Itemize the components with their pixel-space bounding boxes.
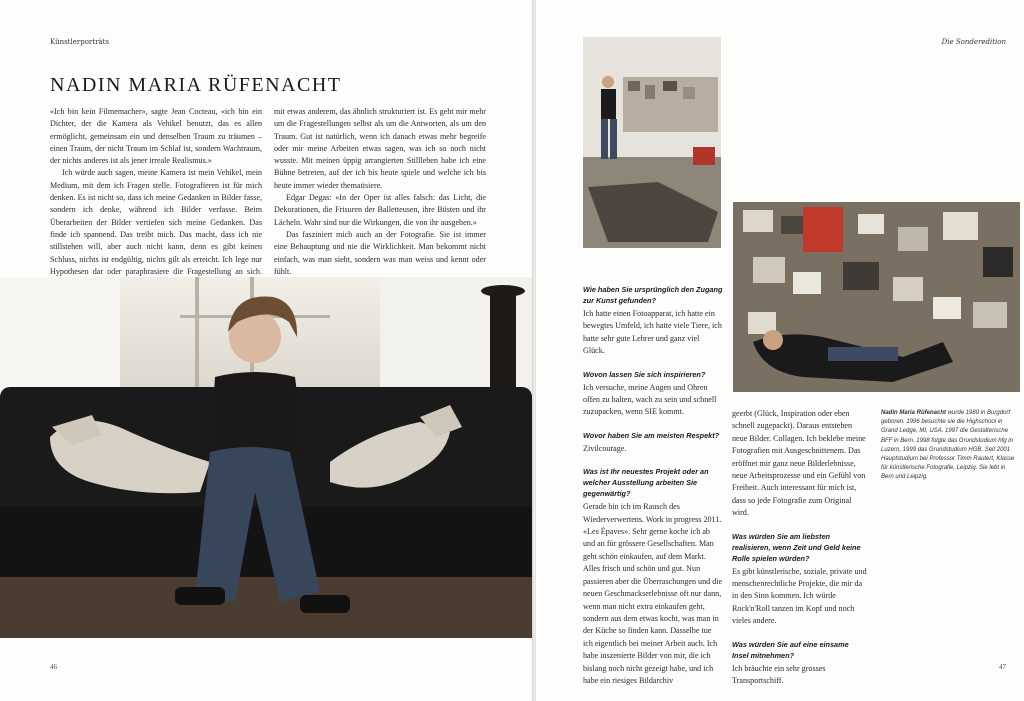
paragraph: Ich würde auch sagen, meine Kamera ist mein Vehikel, mein Medium, mit dem ich Fragen stelle. Fotografieren ist für mich denken. Es ist nicht so, dass ich meine Gedanken in Bilder fasse, sondern ich denke, während ich Bilder verfasse. Beim Überarbeiten der Bilder vertiefen sich meine Gedanken. Das finde ich spannend. Das treibt mich. Das macht, dass ich nie stillstehen will, aber auch nicht kann, denn es gibt keinen Schluss, nichts ist endgültig, nichts gilt als erreicht. Ich lege nur Hypothesen dar oder paraphrasiere die Fragestellung an sich.	[50, 168, 262, 276]
paragraph: Das fasziniert mich auch an der Fotografie. Sie ist immer eine Behauptung und nie die Wirklichkeit. Man bekommt nicht einfach, was man sieht, sondern was man weiss und kennt oder fühlt.	[274, 229, 486, 276]
portrait-photo-image	[0, 277, 532, 638]
artist-bio-caption	[881, 409, 1019, 483]
answer: Ich versuche, meine Augen und Ohren offen zu halten, wach zu sein und schnell zuzupacken, wenn SIE kommt.	[583, 382, 717, 417]
studio-photo	[583, 37, 721, 248]
body-column-2	[274, 106, 486, 278]
paragraph: Edgar Degas: «In der Oper ist alles falsch: das Licht, die Dekorationen, die Frisuren der Balletteusen, ihre Büsten und ihr Lächeln. Wahr sind nur die Wirkungen, die von ihr ausgehen.»	[274, 193, 486, 227]
floor-collage-photo	[733, 202, 1020, 392]
caption-name: Nadin Maria Rüfenacht	[881, 410, 947, 416]
interview-column-1	[583, 284, 723, 687]
running-head-left: Künstlerporträts	[50, 38, 110, 46]
page-number-left: 46	[50, 663, 57, 671]
question: Was würden Sie am liebsten realisieren, wenn Zeit und Geld keine Rolle spielen würden?	[732, 531, 861, 563]
paragraph: «Ich bin kein Filmemacher», sagte Jean Cocteau, «ich bin ein Dichter, der die Kamera als Vehikel benutzt, das es allen ermöglicht, gemeinsam ein und denselben Traum zu träumen – einen Traum, der nicht Traum im Schlaf ist, sondern Wachtraum, der nichts anderes ist als jener irreale Realismus.»	[50, 107, 262, 166]
caption-text: wurde 1980 in Burgdorf geboren. 1996 besuchte sie die Highschool in Grand Ledge, MI, USA. 1997 die Gestalterische BFF in Bern. 1998 folgte das Grundstudium hfg in Luzern, 1999 das Grundstudium HGB. Seit 2001 Hauptstudium bei Professor Timm Rautert, Klasse für künstlerische Fotografie, Leipzig. Sie lebt in Bern und Leipzig.	[881, 410, 1015, 481]
question: Wovor haben Sie am meisten Respekt?	[583, 430, 720, 440]
question: Wie haben Sie ursprünglich den Zugang zur Kunst gefunden?	[583, 285, 723, 305]
question: Wovon lassen Sie sich inspirieren?	[583, 369, 706, 379]
interview-column-2	[732, 408, 867, 688]
running-head-right: Die Sonderedition	[941, 38, 1006, 46]
body-column-1	[50, 106, 262, 290]
paragraph: mit etwas anderem, das ähnlich strukturiert ist. Es geht mir mehr um die Fragestellungen selbst als um die Antworten, als um den Traum. Gut ist natürlich, wenn ich danach etwas mehr begreife oder mir meine Arbeiten etwas sagen, was ich so noch nicht wusste. Mit meinen üppig arrangierten Stillleben habe ich eine Bühne betreten, auf der ich bis heute spiele und welche ich bis heute immer wieder thematisiere.	[274, 107, 486, 190]
answer: Gerade bin ich im Rausch des Wiederverwertens. Work in progress 2011. «Les Épaves». Sehr gerne koche ich ab und an für grössere Gesellschaften. Man geht schön einkaufen, auf dem Markt. Alles frisch und schön und gut. Nun passieren aber die Überraschungen und die neuen Geschmackserlebnisse oft nur dann, wenn man nicht extra einkaufen geht, sondern aus dem etwas kocht, was man in der Küche so finden kann. Dasselbe tue ich eigentlich bei meiner Arbeit auch. Ich habe inszenierte Bilder von mir, die ich bislang noch nicht gezeigt habe, und ich habe ein riesiges Bildarchiv	[583, 502, 723, 685]
portrait-photo	[0, 277, 532, 638]
studio-photo-image	[583, 37, 721, 248]
floor-collage-photo-image	[733, 202, 1020, 392]
answer: geerbt (Glück, Inspiration oder eben schnell zugepackt). Daraus entstehen neue Bilder. Collagen. Ich beklebe meine Fotografien mit Ausgeschnittenem. Das eröffnet mir ganz neue Bilderlebnisse, neue Arbeitsprozesse und ein Gefühl von Freiheit. Auch interessant für mich ist, dass so jede Fotografie zum Original wird.	[732, 409, 866, 518]
answer: Ich hatte einen Fotoapparat, ich hatte ein bewegtes Umfeld, ich hatte viele Tiere, ich hatte sehr gute Lehrer und ganz viel Glück.	[583, 309, 722, 356]
right-page	[536, 0, 1024, 701]
question: Was ist Ihr neuestes Projekt oder an welcher Ausstellung arbeiten Sie gegenwärtig?	[583, 467, 709, 499]
answer: Ich bräuchte ein sehr grosses Transportschiff.	[732, 663, 826, 686]
page-number-right: 47	[999, 663, 1006, 671]
answer: Es gibt künstlerische, soziale, private und menschenrechtliche Projekte, die mir da in den Sinn kommen. Ich würde Rock'n'Roll tanzen im Kopf und noch vieles andere.	[732, 566, 867, 626]
answer: Zivilcourage.	[583, 443, 627, 453]
article-title: NADIN MARIA RÜFENACHT	[50, 74, 342, 96]
question: Was würden Sie auf eine einsame Insel mitnehmen?	[732, 639, 849, 660]
